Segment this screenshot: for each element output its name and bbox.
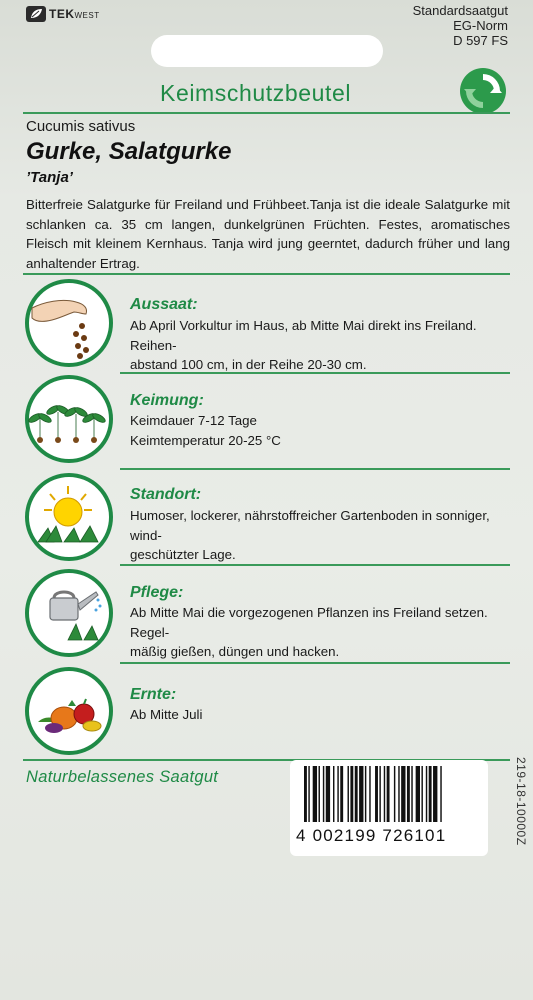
barcode-bar xyxy=(355,766,358,822)
barcode-bar xyxy=(304,766,307,822)
barcode-number: 4 002199 726101 xyxy=(296,826,447,845)
section-text-standort: Humoser, lockerer, nährstoffreicher Gartenboden in sonniger, wind- geschützter Lage. xyxy=(130,508,490,562)
barcode-bar xyxy=(421,766,422,822)
barcode-bar xyxy=(426,766,427,822)
barcode-bars xyxy=(290,766,488,834)
latin-name: Cucumis sativus xyxy=(26,118,136,135)
watering-can-icon xyxy=(24,568,114,658)
barcode-bar xyxy=(387,766,390,822)
vegetables-icon xyxy=(24,666,114,756)
sowing-hand-icon xyxy=(24,278,114,368)
leaf-logo-icon xyxy=(26,6,46,22)
section-rule xyxy=(120,662,510,664)
recycle-icon xyxy=(458,66,508,116)
barcode-bar xyxy=(340,766,343,822)
barcode-bar xyxy=(350,766,353,822)
section-title-pflege: Pflege: xyxy=(130,584,184,601)
seedlings-icon xyxy=(24,374,114,464)
product-description: Bitterfreie Salatgurke für Freiland und Frühbeet.Tanja ist die ideale Salatgurke mit schlanken ca. 35 cm langen, dunkelgrünen Früchten. Festes, aromatisches Fleisch mit kleinem Kernhaus. Tanja wird jung geerntet, dadurch früher und lang anhaltender Ertrag. xyxy=(26,197,510,271)
barcode-bar xyxy=(394,766,395,822)
section-rule xyxy=(120,372,510,374)
barcode-bar xyxy=(337,766,338,822)
barcode-bar xyxy=(365,766,366,822)
standard-info xyxy=(413,3,508,48)
sun-plants-icon xyxy=(24,472,114,562)
standard-line-1: Standardsaatgut xyxy=(412,3,508,18)
barcode-bar xyxy=(369,766,370,822)
barcode-bar xyxy=(398,766,399,822)
section-text-pflege: Ab Mitte Mai die vorgezogenen Pflanzen ins Freiland setzen. Regel- mäßig gießen, düngen und hacken. xyxy=(130,605,488,659)
barcode-bar xyxy=(401,766,405,822)
barcode-bar xyxy=(379,766,380,822)
barcode-bar xyxy=(440,766,441,822)
section-text-aussaat: Ab April Vorkultur im Haus, ab Mitte Mai direkt ins Freiland. Reihen- abstand 100 cm, in der Reihe 20-30 cm. xyxy=(130,318,477,372)
brand-logo xyxy=(26,6,100,22)
section-title-standort: Standort: xyxy=(130,486,202,503)
barcode-bar xyxy=(359,766,363,822)
variety-name: ’Tanja’ xyxy=(26,169,73,186)
barcode-bar xyxy=(416,766,420,822)
barcode-bar xyxy=(407,766,410,822)
standard-line-3: D 597 FS xyxy=(453,33,508,48)
barcode-bar xyxy=(348,766,349,822)
product-title: Gurke, Salatgurke xyxy=(26,138,232,165)
banner-title: Keimschutzbeutel xyxy=(160,80,352,106)
barcode-bar xyxy=(333,766,334,822)
standard-line-2: EG-Norm xyxy=(453,18,508,33)
barcode-bar xyxy=(313,766,317,822)
barcode-bar xyxy=(323,766,324,822)
barcode-bar xyxy=(411,766,412,822)
header-rule xyxy=(23,112,510,114)
barcode-bar xyxy=(429,766,432,822)
description-rule xyxy=(23,273,510,275)
section-rule xyxy=(120,564,510,566)
section-title-keimung: Keimung: xyxy=(130,392,204,409)
footer-slogan: Naturbelassenes Saatgut xyxy=(26,768,219,786)
barcode-bar xyxy=(433,766,437,822)
barcode-bar xyxy=(319,766,320,822)
brand-name: TEKWEST xyxy=(49,7,100,21)
section-text-ernte: Ab Mitte Juli xyxy=(130,707,203,722)
side-code: 219-18-10000Z xyxy=(514,757,528,846)
barcode-bar xyxy=(326,766,330,822)
section-text-keimung: Keimdauer 7-12 Tage Keimtemperatur 20-25 °C xyxy=(130,413,281,448)
section-rule xyxy=(120,468,510,470)
section-title-ernte: Ernte: xyxy=(130,686,177,703)
barcode-bar xyxy=(384,766,385,822)
label-field xyxy=(151,35,383,67)
section-title-aussaat: Aussaat: xyxy=(130,296,198,313)
barcode-bar xyxy=(375,766,378,822)
barcode-bar xyxy=(308,766,309,822)
